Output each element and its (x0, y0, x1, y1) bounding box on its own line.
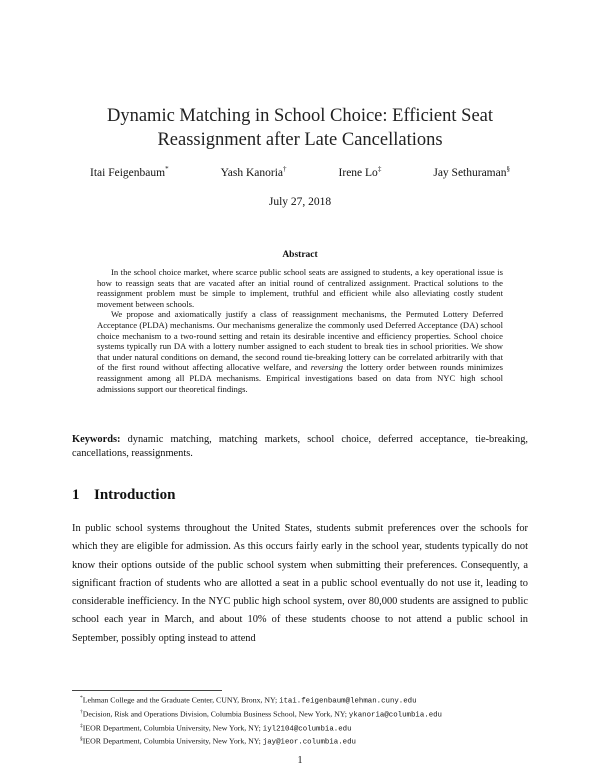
abstract-heading: Abstract (282, 250, 318, 260)
footnote: §IEOR Department, Columbia University, New York, NY; jay@ieor.columbia.edu (80, 736, 356, 747)
footnote: †Decision, Risk and Operations Division, Columbia Business School, New York, NY; ykanoria@columbia.edu (80, 708, 442, 720)
page-number: 1 (297, 755, 303, 766)
abstract-paragraph: We propose and axiomatically justify a class of reassignment mechanisms, the Permuted Lottery Deferred Acceptance (PLDA) mechanisms. Our mechanisms generalize the commonly used Deferred Acceptance (DA) school choice mechanism to a two-round setting and retain its desirable incentive and efficiency properties. School choice systems typically run DA with a lottery number assigned to each student to break ties in school priorities. We show that under natural conditions on demand, the second round tie-breaking lottery can be correlated arbitrarily with that of the first round without affecting allocative welfare, and reversing the lottery order between rounds minimizes reassignment among all PLDA mechanisms. Empirical investigations based on data from NYC high school admissions support our theoretical findings. (97, 309, 504, 394)
intro-body (72, 520, 528, 648)
section-title: Introduction (94, 487, 176, 503)
keywords-text: dynamic matching, matching markets, school choice, deferred acceptance, tie-breaking, cancellations, reassignments. (72, 434, 528, 459)
keywords-label: Keywords: (72, 434, 121, 445)
emphasis: reversing (310, 362, 343, 373)
footnote-email[interactable]: ykanoria@columbia.edu (348, 711, 442, 720)
intro-paragraph: In public school systems throughout the United States, students submit preferences over the schools for which they are eligible for admission. As this occurs fairly early in the school year, students typically do not know their options outside of the public school system when submitting their preferences. Consequently, a significant fraction of students who are allotted a seat in a public school eventually do not use it, leading to considerable inefficiency. In the NYC public high school system, over 80,000 students are assigned to public school each year in March, and about 10% of these students choose to not attend a public school in September, possibly opting instead to attend (72, 523, 528, 644)
footnote: *Lehman College and the Graduate Center, CUNY, Bronx, NY; itai.feigenbaum@lehman.cuny.edu (80, 695, 417, 706)
footnote: ‡IEOR Department, Columbia University, New York, NY; iyl2104@columbia.edu (80, 722, 352, 734)
author-4: Jay Sethuraman§ (433, 165, 510, 179)
paper-title: Dynamic Matching in School Choice: Efficient Seat Reassignment after Late Cancellations (106, 106, 494, 150)
author-1: Itai Feigenbaum* (90, 165, 169, 179)
author-3: Irene Lo‡ (338, 165, 382, 179)
footnote-email[interactable]: itai.feigenbaum@lehman.cuny.edu (279, 697, 417, 706)
author-2: Yash Kanoria† (220, 165, 287, 179)
abstract-paragraph: In the school choice market, where scarce public school seats are assigned to students, a key operational issue is how to reassign seats that are vacated after an initial round of centralized assignment. Practical solutions to the reassignment problem must be simple to implement, truthful and efficient while also alleviating costly student movement between schools. (97, 267, 503, 309)
paper-date: July 27, 2018 (268, 196, 332, 208)
keywords (72, 433, 528, 460)
footnote-email[interactable]: jay@ieor.columbia.edu (262, 738, 356, 747)
section-number: 1 (72, 487, 80, 503)
footnote-rule (72, 690, 222, 691)
author-list (90, 165, 510, 179)
footnote-email[interactable]: iyl2104@columbia.edu (262, 725, 352, 734)
footnotes (72, 693, 528, 748)
section-heading (72, 487, 175, 504)
abstract-body (97, 267, 503, 394)
